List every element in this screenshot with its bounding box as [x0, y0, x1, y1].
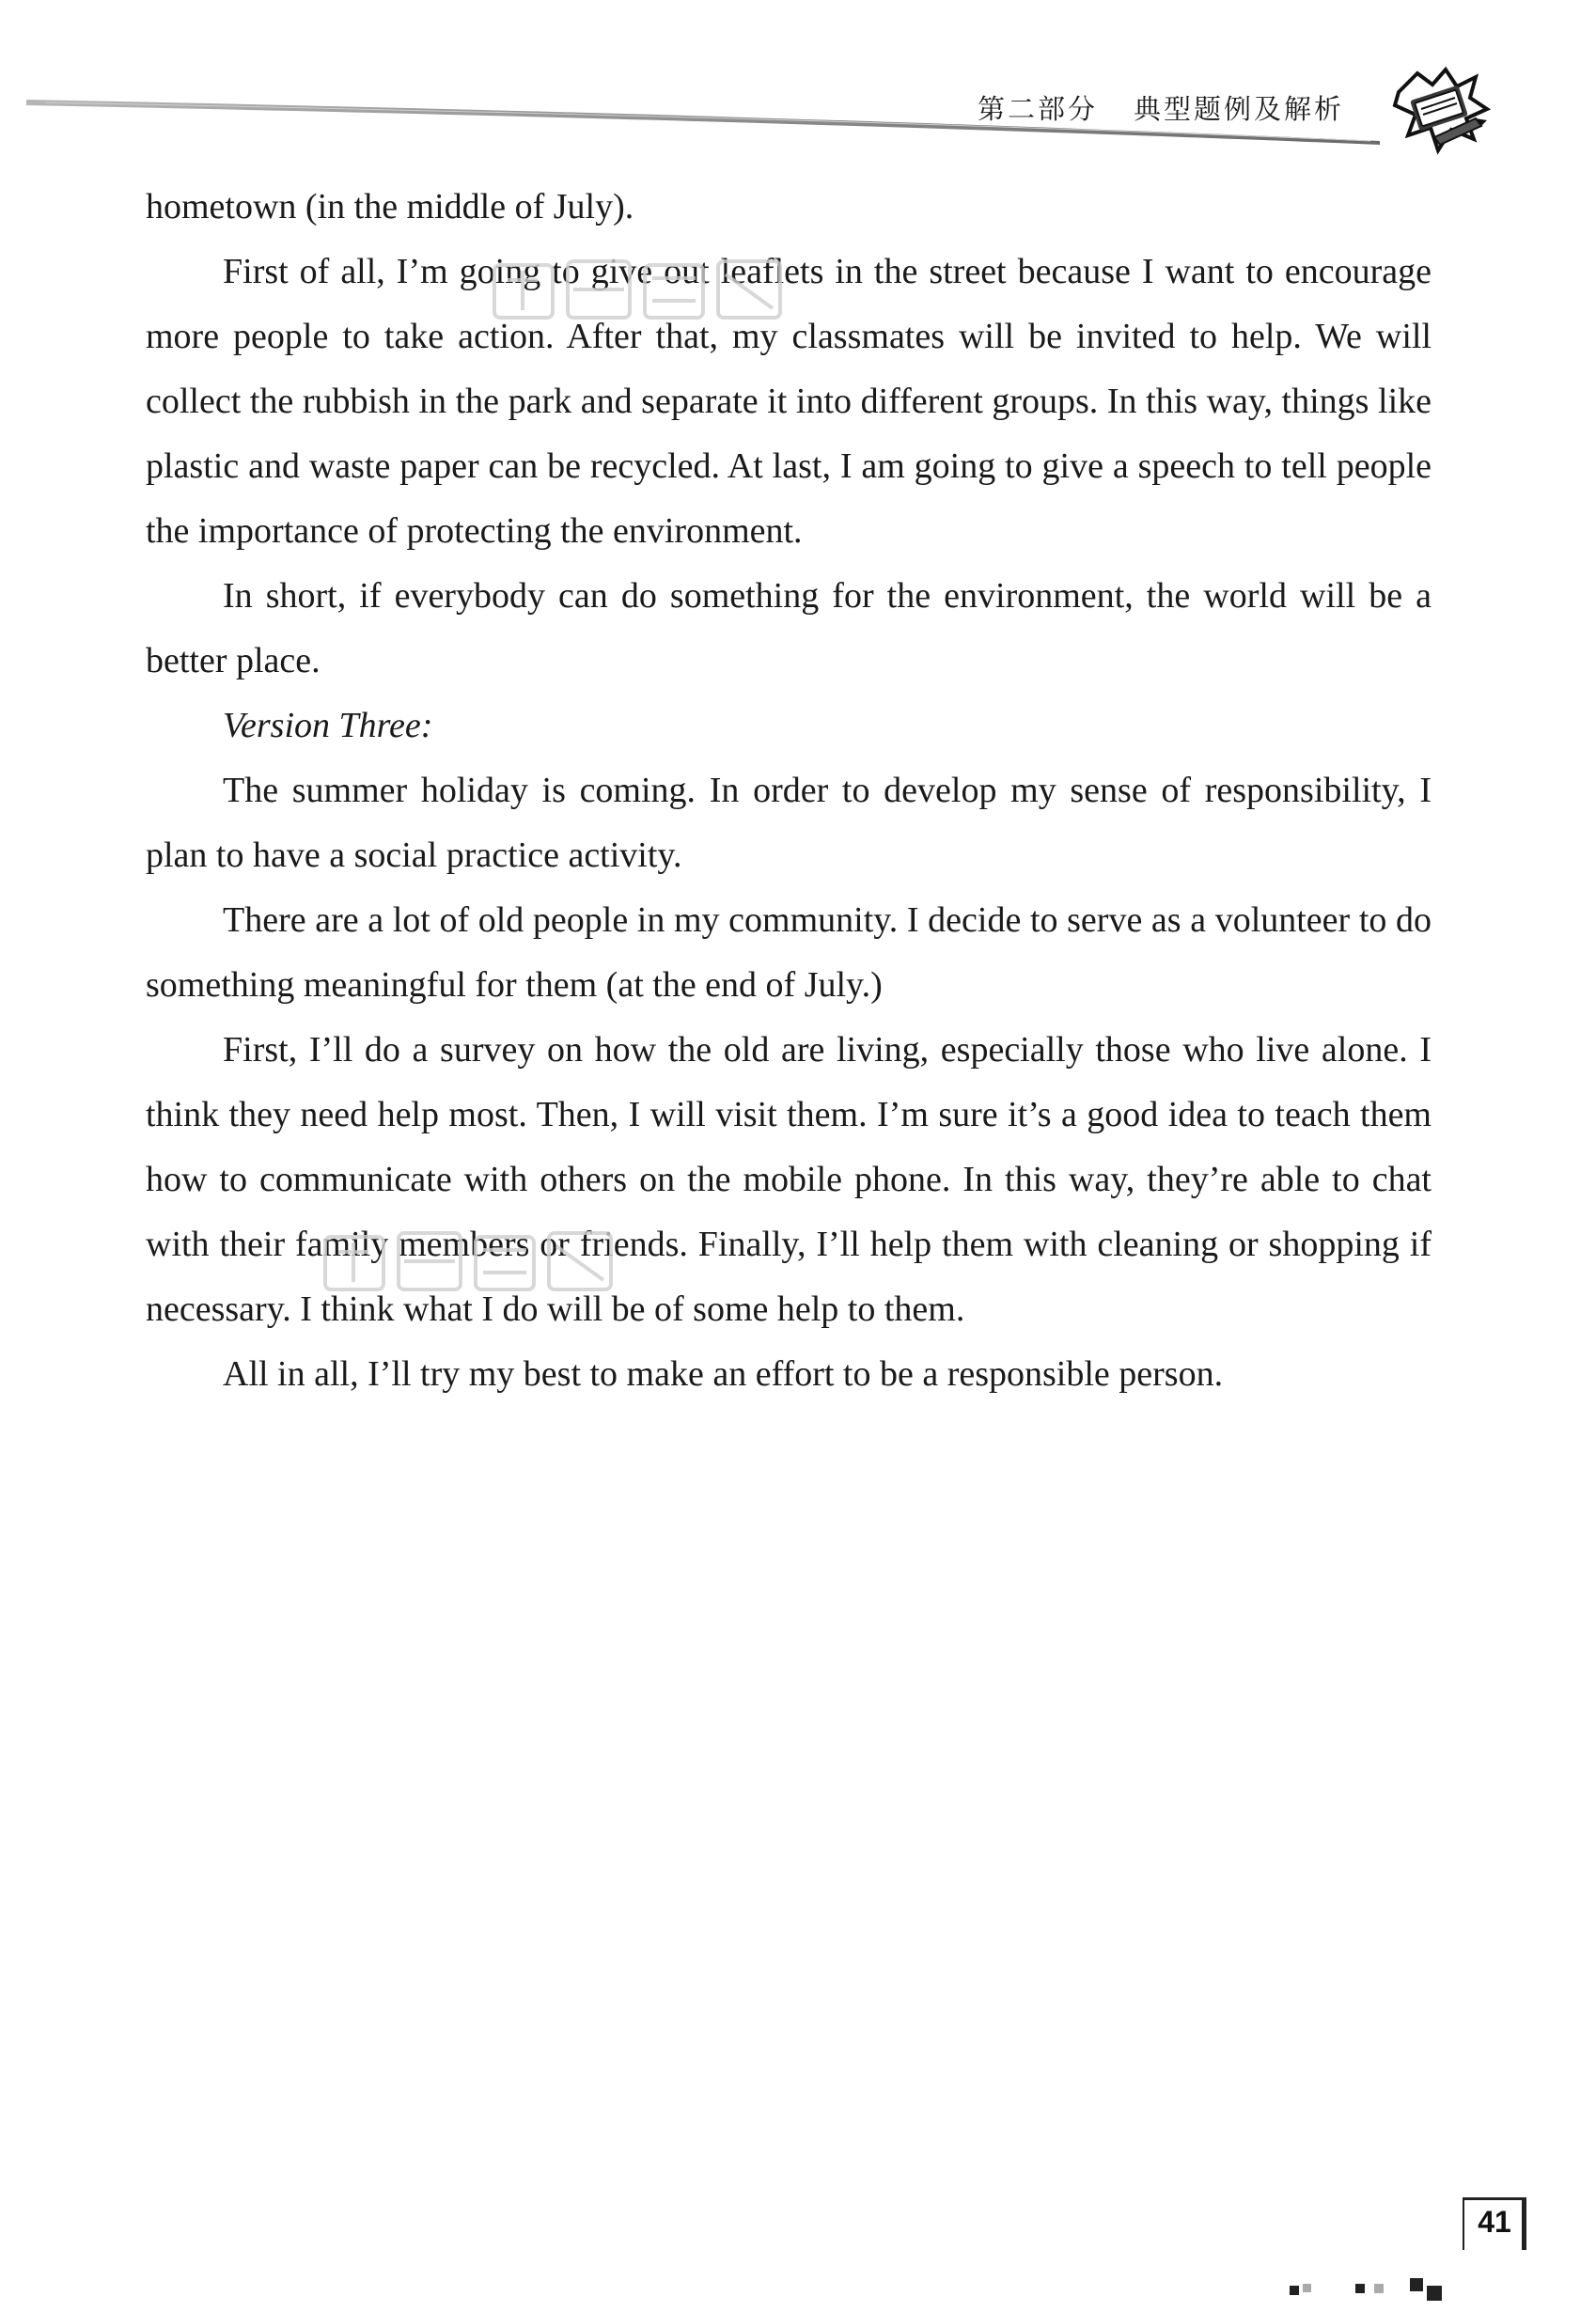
footer-decoration: [1290, 2265, 1468, 2303]
body-text: [146, 175, 1432, 1407]
paragraph: First of all, I’m going to give out leaflets in the street because I want to encourage more people to take action. After that, my classmates will be invited to help. We will collect the rubbish in the park and separate it into different groups. In this way, things like plastic and waste paper can be recycled. At last, I am going to give a speech to tell people the importance of protecting the environment.: [146, 252, 1432, 551]
paragraph: The summer holiday is coming. In order to develop my sense of responsibility, I plan to have a social practice activity.: [146, 771, 1432, 875]
paragraph: First, I’ll do a survey on how the old are living, especially those who live alone. I think they need help most. Then, I will visit them. I’m sure it’s a good idea to teach them how to communicate with others on the mobile phone. In this way, they’re able to chat with their family members or friends. Finally, I’ll help them with cleaning or shopping if necessary. I think what I do will be of some help to them.: [146, 1030, 1432, 1329]
header-part-label: 第二部分: [978, 93, 1099, 125]
version-heading: Version Three:: [223, 706, 433, 745]
paragraph: All in all, I’ll try my best to make an effort to be a responsible person.: [223, 1354, 1224, 1394]
paragraph: In short, if everybody can do something for the environment, the world will be a better place.: [146, 576, 1432, 680]
watermark-stamp: [489, 252, 790, 327]
running-header: [978, 88, 1344, 127]
header-section-label: 典型题例及解析: [1134, 93, 1345, 125]
paragraph: There are a lot of old people in my community. I decide to serve as a volunteer to do something meaningful for them (at the end of July.): [146, 900, 1432, 1005]
page-number: 41: [1478, 2205, 1511, 2239]
notebook-pencil-icon: [1389, 64, 1493, 158]
watermark-stamp: [320, 1224, 620, 1299]
paragraph-continuation: hometown (in the middle of July).: [146, 187, 634, 227]
